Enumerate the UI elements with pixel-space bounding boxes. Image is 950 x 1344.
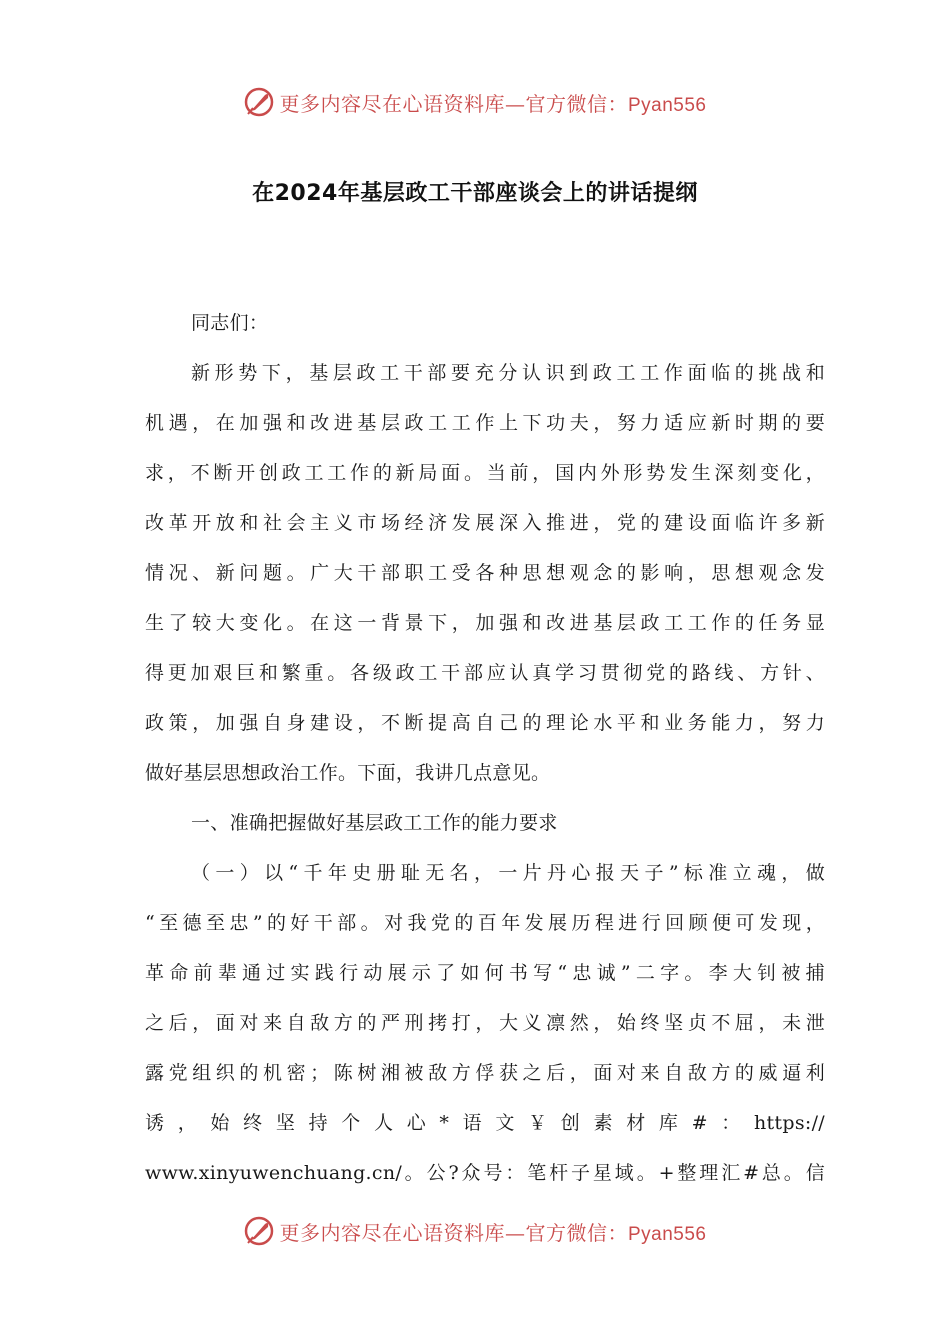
paragraph-line: （一）以“千年史册耻无名，一片丹心报天子”标准立魂，做 [191,862,825,884]
header-banner-text: 更多内容尽在心语资料库—官方微信：Pyan556 [279,91,707,116]
paragraph-line: 革命前辈通过实践行动展示了如何书写“忠诚”二字。李大钊被捕 [145,962,825,984]
paragraph-line: 情况、新问题。广大干部职工受各种思想观念的影响，思想观念发 [145,562,825,584]
footer-wechat-id: Pyan556 [627,1223,707,1245]
paragraph-line: 生了较大变化。在这一背景下，加强和改进基层政工工作的任务显 [145,612,825,634]
paragraph-line: 做好基层思想政治工作。下面，我讲几点意见。 [145,762,551,784]
paragraph-line: 改革开放和社会主义市场经济发展深入推进，党的建设面临许多新 [145,512,825,534]
quill-logo-icon [243,1215,275,1247]
paragraph-line: 得更加艰巨和繁重。各级政工干部应认真学习贯彻党的路线、方针、 [145,662,825,684]
quill-logo-icon [243,86,275,118]
document-body [145,298,825,1198]
paragraph-line: www.xinyuwenchuang.cn/。公?众号：笔杆子星域。+整理汇#总。信 [145,1162,825,1184]
paragraph-line: 之后，面对来自敌方的严刑拷打，大义凛然，始终坚贞不屈，未泄 [145,1012,825,1034]
paragraph-line: 新形势下，基层政工干部要充分认识到政工工作面临的挑战和 [191,362,825,384]
paragraph-line: 政策，加强自身建设，不断提高自己的理论水平和业务能力，努力 [145,712,825,734]
document-title: 在2024年基层政工干部座谈会上的讲话提纲 [252,181,698,206]
paragraph-line: 求，不断开创政工工作的新局面。当前，国内外形势发生深刻变化， [145,462,825,484]
footer-banner-text: 更多内容尽在心语资料库—官方微信：Pyan556 [279,1220,707,1245]
salutation: 同志们： [191,312,269,334]
section-heading: 一、准确把握做好基层政工工作的能力要求 [191,812,558,834]
paragraph-line: “至德至忠”的好干部。对我党的百年发展历程进行回顾便可发现， [145,912,825,934]
paragraph-line: 机遇，在加强和改进基层政工工作上下功夫，努力适应新时期的要 [145,412,825,434]
paragraph-line: 露党组织的机密；陈树湘被敌方俘获之后，面对来自敌方的威逼利 [145,1062,825,1084]
footer-banner [0,1211,950,1251]
header-wechat-id: Pyan556 [627,94,707,116]
paragraph-line: 诱，始终坚持个人心*语文￥创素材库#：https:// [145,1112,825,1134]
header-banner [0,82,950,122]
